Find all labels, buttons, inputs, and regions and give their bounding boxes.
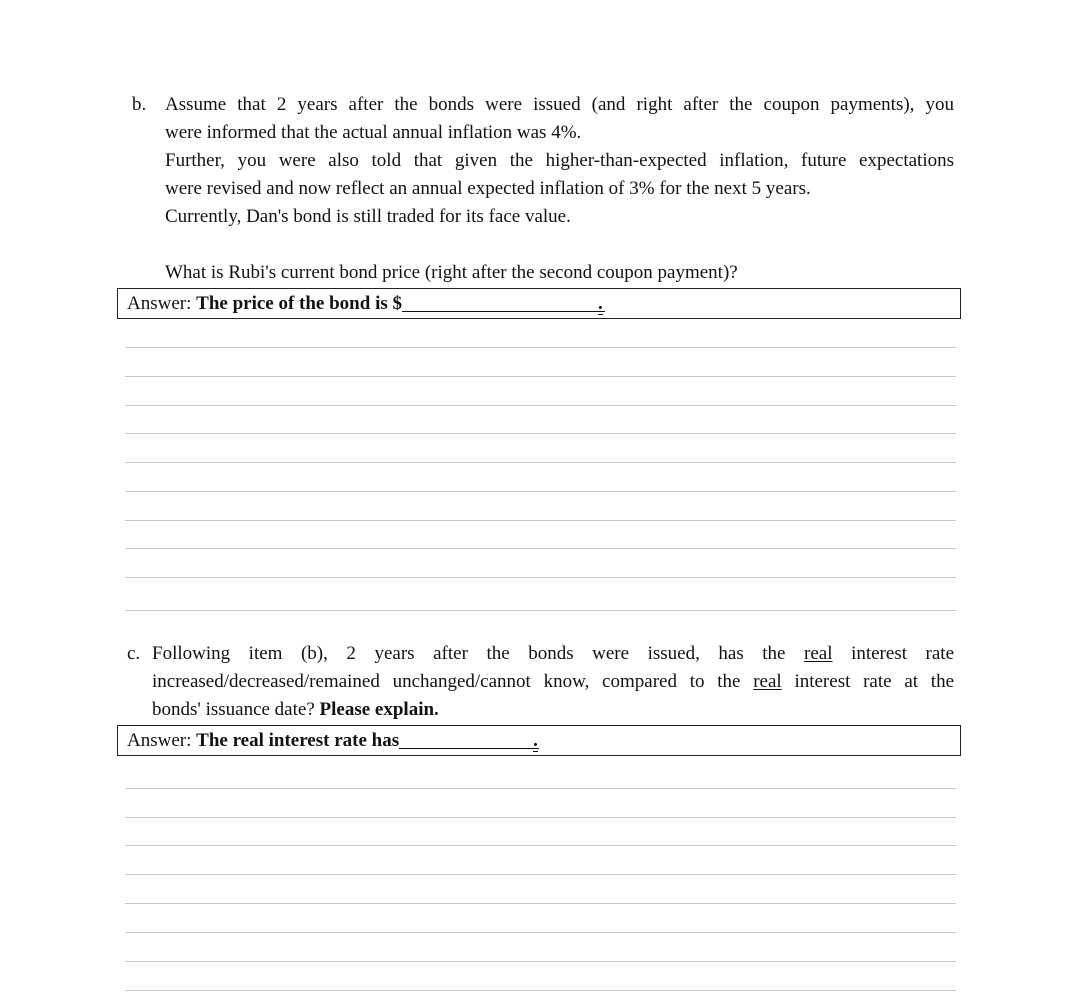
writing-line[interactable]	[125, 610, 956, 611]
item-b-label: b.	[132, 94, 147, 115]
writing-line[interactable]	[125, 347, 956, 348]
writing-line[interactable]	[125, 874, 956, 875]
item-c-line-3: bonds' issuance date? Please explain.	[152, 699, 439, 720]
writing-line[interactable]	[125, 788, 956, 789]
writing-line[interactable]	[125, 932, 956, 933]
writing-line[interactable]	[125, 520, 956, 521]
writing-line[interactable]	[125, 405, 956, 406]
writing-line[interactable]	[125, 961, 956, 962]
item-c-line-2: increased/decreased/remained unchanged/cannot know, compared to the real interest rate at the	[152, 671, 954, 692]
item-b-answer-label: The price of the bond is $	[196, 293, 402, 314]
writing-line[interactable]	[125, 903, 956, 904]
item-b-line-4: were revised and now reflect an annual expected inflation of 3% for the next 5 years.	[165, 178, 811, 199]
writing-line[interactable]	[125, 990, 956, 991]
writing-line[interactable]	[125, 577, 956, 578]
item-c-line-1: Following item (b), 2 years after the bonds were issued, has the real interest rate	[152, 643, 955, 664]
item-c-answer-label: The real interest rate has	[196, 730, 400, 751]
item-b-answer-box[interactable]	[117, 288, 961, 319]
item-b-question	[165, 259, 738, 287]
item-b-line-1: Assume that 2 years after the bonds were issued (and right after the coupon payments), you	[165, 94, 954, 115]
item-c-answer-box[interactable]	[117, 725, 961, 756]
item-c-answer-prefix: Answer:	[127, 730, 192, 751]
item-b-answer-blank[interactable]	[402, 291, 605, 312]
writing-line[interactable]	[125, 548, 956, 549]
item-c-label: c.	[127, 643, 141, 664]
writing-line[interactable]	[125, 845, 956, 846]
item-b-question-text: What is Rubi's current bond price (right after the second coupon payment)?	[165, 262, 738, 283]
writing-line[interactable]	[125, 817, 956, 818]
item-c-answer-period: .	[533, 730, 538, 751]
item-b-line-2: were informed that the actual annual inflation was 4%.	[165, 122, 582, 143]
writing-line[interactable]	[125, 376, 956, 377]
item-b-answer-prefix: Answer:	[127, 293, 192, 314]
item-b-line-5: Currently, Dan's bond is still traded for its face value.	[165, 206, 571, 227]
item-c-answer-blank[interactable]	[399, 728, 539, 749]
writing-line[interactable]	[125, 491, 956, 492]
item-b-text	[165, 91, 954, 231]
writing-line[interactable]	[125, 433, 956, 434]
item-b-line-3: Further, you were also told that given the higher-than-expected inflation, future expectations	[165, 150, 954, 171]
writing-line[interactable]	[125, 462, 956, 463]
item-b-answer-period: .	[598, 293, 603, 314]
item-c-text	[152, 640, 954, 724]
